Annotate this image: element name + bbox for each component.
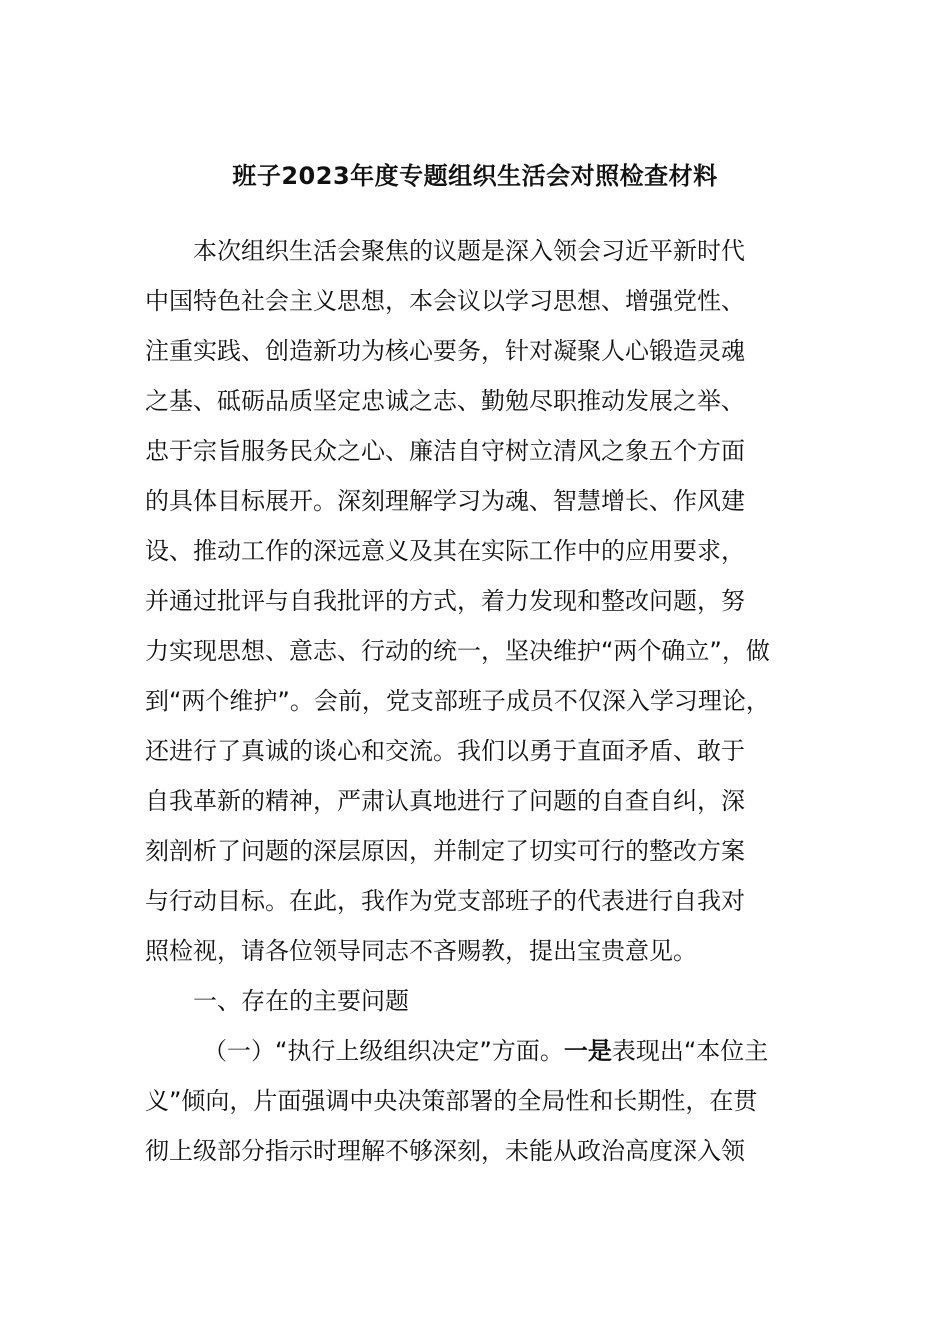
- intro-line: 本次组织生活会聚焦的议题是深入领会习近平新时代: [193, 237, 745, 265]
- subsection-line: 彻上级部分指示时理解不够深刻，未能从政治高度深入领: [145, 1137, 745, 1165]
- subsection-first-line: [145, 1026, 805, 1076]
- document-body: [145, 226, 805, 1176]
- subsection-bold-marker: 一是: [563, 1037, 612, 1065]
- section-heading: 一、存在的主要问题: [193, 987, 409, 1015]
- intro-line: 并通过批评与自我批评的方式，着力发现和整改问题，努: [145, 587, 745, 615]
- intro-line: 还进行了真诚的谈心和交流。我们以勇于直面矛盾、敢于: [145, 737, 745, 765]
- intro-line: 照检视，请各位领导同志不吝赐教，提出宝贵意见。: [145, 937, 697, 965]
- intro-line: 的具体目标展开。深刻理解学习为魂、智慧增长、作风建: [145, 487, 745, 515]
- subsection-first-line-rest: 表现出“本位主: [611, 1037, 769, 1065]
- intro-line: 设、推动工作的深远意义及其在实际工作中的应用要求，: [145, 537, 745, 565]
- intro-line: 之基、砥砺品质坚定忠诚之志、勤勉尽职推动发展之举、: [145, 387, 745, 415]
- intro-line: 注重实践、创造新功为核心要务，针对凝聚人心锻造灵魂: [145, 337, 745, 365]
- intro-line: 中国特色社会主义思想，本会议以学习思想、增强党性、: [145, 287, 745, 315]
- intro-line: 到“两个维护”。会前，党支部班子成员不仅深入学习理论，: [145, 687, 770, 715]
- intro-line: 刻剖析了问题的深层原因，并制定了切实可行的整改方案: [145, 837, 745, 865]
- intro-line: 力实现思想、意志、行动的统一，坚决维护“两个确立”，做: [145, 637, 770, 665]
- intro-line: 与行动目标。在此，我作为党支部班子的代表进行自我对: [145, 887, 745, 915]
- subsection-prefix: （一）“执行上级组织决定”方面。: [203, 1037, 564, 1065]
- intro-line: 自我革新的精神，严肃认真地进行了问题的自查自纠，深: [145, 787, 745, 815]
- document-title: 班子2023年度专题组织生活会对照检查材料: [232, 162, 718, 190]
- intro-line: 忠于宗旨服务民众之心、廉洁自守树立清风之象五个方面: [145, 437, 745, 465]
- subsection-line: 义”倾向，片面强调中央决策部署的全局性和长期性，在贯: [145, 1087, 758, 1115]
